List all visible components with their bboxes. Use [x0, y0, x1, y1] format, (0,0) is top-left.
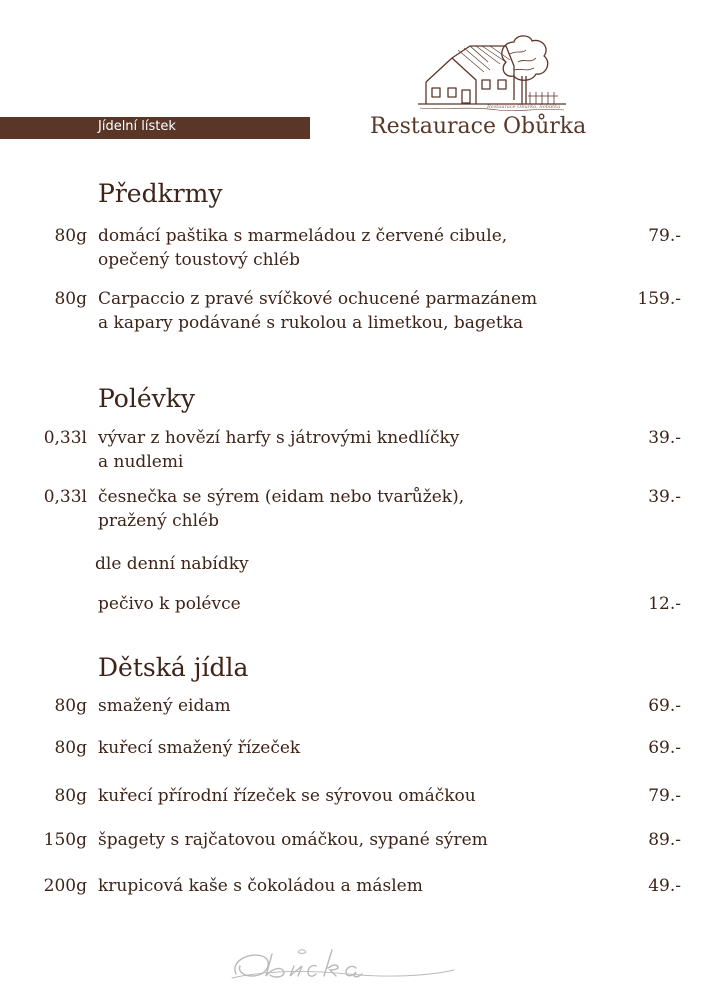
- item-description-line: smažený eidam: [98, 696, 231, 716]
- item-description: [98, 485, 608, 533]
- item-quantity: 0,33l: [43, 428, 87, 448]
- item-description-line: pražený chléb: [98, 511, 219, 531]
- item-description-line: vývar z hovězí harfy s játrovými knedlíčky: [98, 428, 460, 448]
- item-description: [98, 592, 608, 616]
- item-price: 89.-: [648, 830, 681, 850]
- menu-label-band: [0, 117, 310, 139]
- item-description-line: domácí paštika s marmeládou z červené cibule,: [98, 226, 508, 246]
- item-price: 79.-: [648, 226, 681, 246]
- item-description: [98, 784, 608, 808]
- item-description: [98, 874, 608, 898]
- logo-tagline: Restaurace Obůrka, Sobůtka: [487, 104, 561, 110]
- item-description: [98, 287, 608, 335]
- item-description: [98, 736, 608, 760]
- item-quantity: 80g: [54, 738, 87, 758]
- item-quantity: 0,33l: [43, 487, 87, 507]
- item-description: [98, 828, 608, 852]
- item-price: 12.-: [648, 594, 681, 614]
- section-title-detska-jidla: Dětská jídla: [98, 653, 249, 682]
- menu-label: Jídelní lístek: [98, 119, 176, 134]
- item-description-line: a kapary podávané s rukolou a limetkou, bagetka: [98, 313, 524, 333]
- item-description-line: kuřecí přírodní řízeček se sýrovou omáčkou: [98, 786, 476, 806]
- oburka-signature-logo-icon: [228, 940, 458, 985]
- item-description-line: dle denní nabídky: [95, 554, 249, 574]
- restaurant-name: Restaurace Obůrka: [370, 114, 587, 139]
- item-quantity: 80g: [54, 289, 87, 309]
- item-price: 49.-: [648, 876, 681, 896]
- item-description-line: krupicová kaše s čokoládou a máslem: [98, 876, 423, 896]
- item-price: 69.-: [648, 738, 681, 758]
- item-description-line: česnečka se sýrem (eidam nebo tvarůžek),: [98, 487, 465, 507]
- item-price: 39.-: [648, 428, 681, 448]
- item-description-line: pečivo k polévce: [98, 594, 241, 614]
- item-description-line: Carpaccio z pravé svíčkové ochucené parmazánem: [98, 289, 538, 309]
- section-title-polevky: Polévky: [98, 384, 196, 413]
- item-quantity: 80g: [54, 696, 87, 716]
- item-description-line: kuřecí smažený řízeček: [98, 738, 301, 758]
- item-description: [98, 426, 608, 474]
- item-quantity: 200g: [43, 876, 87, 896]
- section-title-predkrmy: Předkrmy: [98, 179, 223, 208]
- item-price: 159.-: [637, 289, 681, 309]
- item-quantity: 80g: [54, 226, 87, 246]
- item-quantity: 150g: [43, 830, 87, 850]
- item-description: [98, 224, 608, 272]
- item-quantity: 80g: [54, 786, 87, 806]
- item-description: [95, 552, 605, 576]
- item-description-line: a nudlemi: [98, 452, 184, 472]
- item-description: [98, 694, 608, 718]
- item-description-line: špagety s rajčatovou omáčkou, sypané sýrem: [98, 830, 488, 850]
- item-price: 69.-: [648, 696, 681, 716]
- item-price: 39.-: [648, 487, 681, 507]
- item-price: 79.-: [648, 786, 681, 806]
- item-description-line: opečený toustový chléb: [98, 250, 300, 270]
